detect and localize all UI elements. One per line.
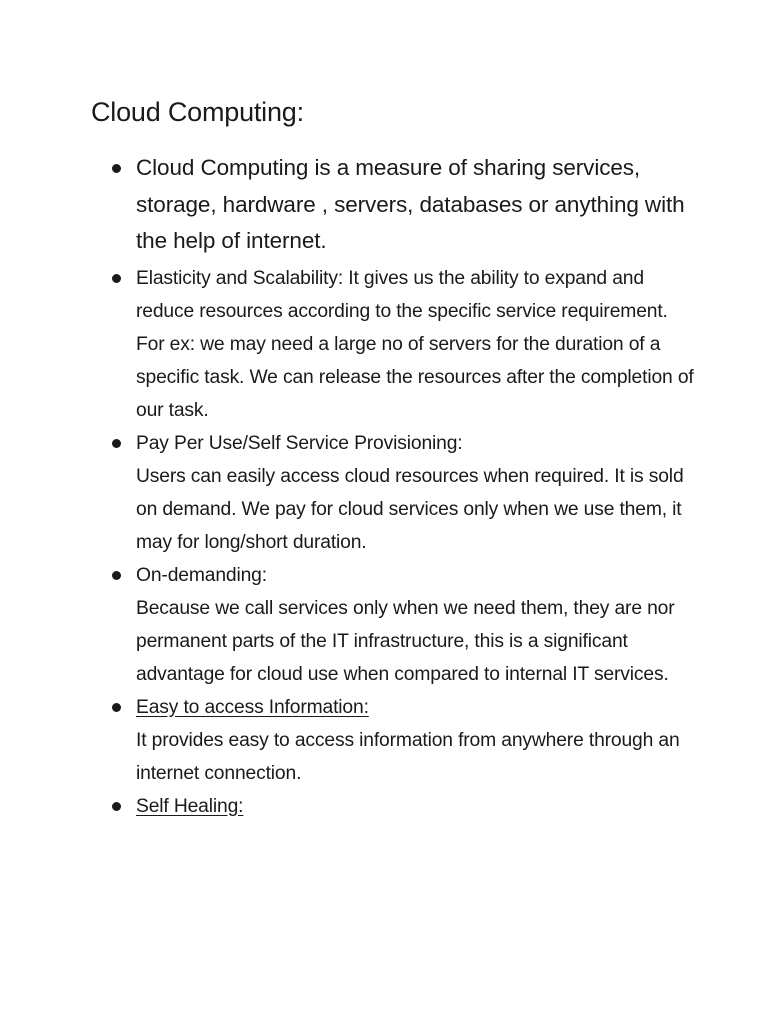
list-item [0,262,700,427]
list-item [0,691,700,790]
list-item-text: Users can easily access cloud resources when required. It is sold on demand. We pay for cloud services only when we use them, it may for long/short duration. [136,465,684,553]
list-item-heading: Easy to access Information: [136,696,369,718]
list-item-heading: On-demanding: [136,564,267,586]
list-item-text: It provides easy to access information from anywhere through an internet connection. [136,729,680,784]
bullet-list [0,150,700,823]
list-item-heading: Self Healing: [136,795,244,817]
bullet-icon [112,439,121,448]
list-item [0,790,700,823]
bullet-icon [112,703,121,712]
bullet-icon [112,571,121,580]
list-item-text: Cloud Computing is a measure of sharing services, storage, hardware , servers, databases or anything with the help of internet. [136,155,685,253]
list-item-text: Elasticity and Scalability: It gives us the ability to expand and reduce resources according to the specific service requirement. For ex: we may need a large no of servers for the duration of a specific task. We can release the resources after the completion of our task. [136,267,694,421]
bullet-icon [112,274,121,283]
list-item-heading: Pay Per Use/Self Service Provisioning: [136,432,463,454]
list-item-text: Because we call services only when we need them, they are nor permanent parts of the IT infrastructure, this is a significant advantage for cloud use when compared to internal IT services. [136,597,675,685]
page-title: Cloud Computing: [91,97,304,127]
bullet-icon [112,164,121,173]
list-item [0,559,700,691]
bullet-icon [112,802,121,811]
list-item [0,150,700,260]
list-item [0,427,700,559]
